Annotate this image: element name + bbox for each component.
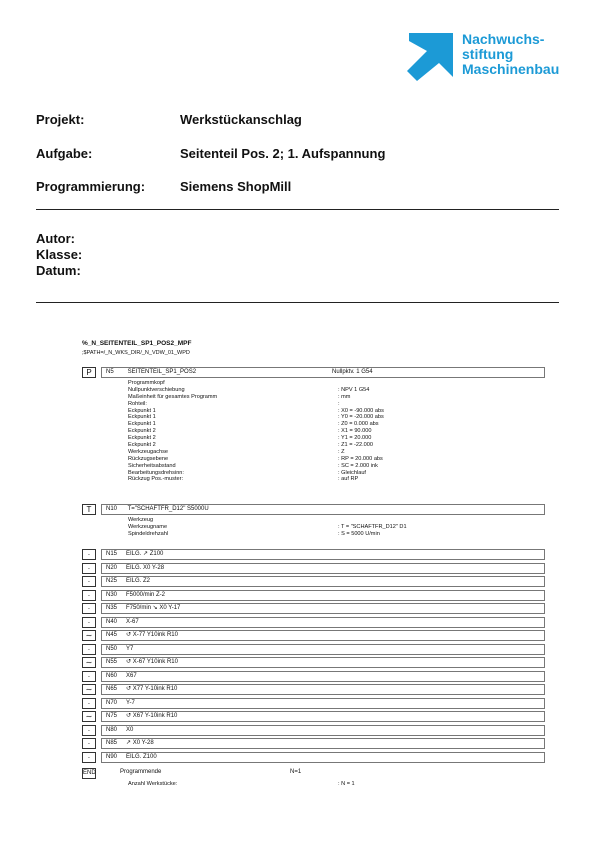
block-number: N10 xyxy=(106,506,118,512)
detail-value: : X0 = -90.000 abs xyxy=(338,407,384,414)
program-block-row[interactable] xyxy=(82,711,545,722)
block-text: X67 xyxy=(126,672,137,679)
detail-key: Werkzeug xyxy=(128,517,154,523)
block-box xyxy=(101,752,545,763)
block-symbol: · xyxy=(82,698,96,709)
detail-value: : Y0 = -20.000 abs xyxy=(338,414,384,421)
detail-key: Eckpunkt 1 xyxy=(128,414,156,421)
block-text: EILG. Z100 xyxy=(126,753,157,760)
block-text: EILG. Z2 xyxy=(126,578,151,584)
program-end-symbol: END xyxy=(82,768,96,779)
block-symbol: ∼ xyxy=(82,657,96,668)
block-text: F750/min ↘ X0 Y-17 xyxy=(126,605,181,611)
block-symbol: · xyxy=(82,590,96,601)
program-block-row[interactable] xyxy=(82,563,545,574)
program-end-label: Programmende xyxy=(120,769,162,775)
program-block-row[interactable] xyxy=(82,617,545,628)
block-text: Y-7 xyxy=(126,699,135,706)
block-box xyxy=(101,738,545,749)
block-number: N20 xyxy=(106,564,118,571)
block-number: N45 xyxy=(106,632,118,638)
block-box xyxy=(101,563,545,574)
program-end-row[interactable] xyxy=(82,768,545,779)
detail-value: : mm xyxy=(338,393,351,400)
program-header-symbol: P xyxy=(82,367,96,378)
program-block-row[interactable] xyxy=(82,752,545,763)
program-header-box xyxy=(101,367,545,378)
detail-key: Rückzugsebene xyxy=(128,455,169,462)
detail-value: : Z0 = 0.000 abs xyxy=(338,421,379,428)
detail-value: : Y1 = 20.000 xyxy=(338,435,372,442)
block-number: N30 xyxy=(106,591,118,598)
block-number: N35 xyxy=(106,605,118,611)
program-end-value: N=1 xyxy=(290,769,302,775)
block-number: N40 xyxy=(106,618,118,625)
logo-line-1: Nachwuchs- xyxy=(462,31,545,47)
block-number: N90 xyxy=(106,753,118,760)
program-block-row[interactable] xyxy=(82,590,545,601)
detail-key: Werkzeugname xyxy=(128,523,168,530)
block-number: N5 xyxy=(106,369,114,375)
block-number: N75 xyxy=(106,713,118,719)
programming-label: Programmierung: xyxy=(36,179,146,194)
block-number: N65 xyxy=(106,686,118,692)
program-block-row[interactable] xyxy=(82,576,545,587)
block-symbol: · xyxy=(82,671,96,682)
block-box xyxy=(101,549,545,560)
program-block-row[interactable] xyxy=(82,738,545,749)
block-text: ↺ X-77 Y10ink R10 xyxy=(126,632,178,638)
divider-bottom xyxy=(36,302,559,303)
program-block-row[interactable] xyxy=(82,630,545,641)
tool-row[interactable] xyxy=(82,504,545,515)
detail-value: : Gleichlauf xyxy=(338,469,366,476)
block-text: X-67 xyxy=(126,618,139,625)
block-symbol: · xyxy=(82,752,96,763)
program-header-row[interactable] xyxy=(82,367,545,378)
detail-key: Rohteil: xyxy=(128,400,147,407)
logo-line-2: stiftung xyxy=(462,46,514,62)
detail-value: : xyxy=(338,400,340,407)
block-symbol: ∼ xyxy=(82,630,96,641)
detail-key: Eckpunkt 2 xyxy=(128,435,156,442)
block-box xyxy=(101,630,545,641)
detail-key: Maßeinheit für gesamtes Programm xyxy=(128,393,218,400)
block-extra: Nullpktv. 1 G54 xyxy=(332,369,373,375)
class-label: Klasse: xyxy=(36,247,83,262)
block-symbol: · xyxy=(82,738,96,749)
block-text: ↺ X-67 Y10ink R10 xyxy=(126,659,178,665)
block-box xyxy=(101,576,545,587)
block-number: N80 xyxy=(106,726,118,733)
detail-key: Nullpunktverschiebung xyxy=(128,386,185,393)
program-block-row[interactable] xyxy=(82,725,545,736)
block-box xyxy=(101,671,545,682)
block-text: ↺ X67 Y-10ink R10 xyxy=(126,713,178,719)
detail-value: : Z xyxy=(338,448,345,455)
tool-symbol: T xyxy=(82,504,96,515)
programming-value: Siemens ShopMill xyxy=(180,179,292,194)
program-path: ;$PATH=/_N_WKS_DIR/_N_VDW_01_WPD xyxy=(82,350,190,356)
block-box xyxy=(101,684,545,695)
program-block-row[interactable] xyxy=(82,644,545,655)
block-text: EILG. X0 Y-28 xyxy=(126,564,165,571)
block-box xyxy=(101,657,545,668)
program-block-row[interactable] xyxy=(82,671,545,682)
block-number: N85 xyxy=(106,740,118,746)
detail-key: Eckpunkt 2 xyxy=(128,428,156,435)
block-text: EILG. ↗ Z100 xyxy=(126,551,164,557)
block-text: X0 xyxy=(126,726,134,733)
block-text: T="SCHAFTFR_D12" S5000U xyxy=(127,506,209,512)
detail-key: Sicherheitsabstand xyxy=(128,462,176,469)
date-label: Datum: xyxy=(36,263,81,278)
block-symbol: · xyxy=(82,563,96,574)
program-block-row[interactable] xyxy=(82,657,545,668)
detail-value: : auf RP xyxy=(338,476,359,483)
program-title: %_N_SEITENTEIL_SP1_POS2_MPF xyxy=(82,340,192,347)
block-text: ↺ X77 Y-10ink R10 xyxy=(126,686,178,692)
block-number: N55 xyxy=(106,659,118,665)
block-number: N50 xyxy=(106,645,118,652)
author-label: Autor: xyxy=(36,231,75,246)
block-box xyxy=(101,711,545,722)
logo-text xyxy=(462,32,559,77)
block-text: F5000/min Z-2 xyxy=(126,591,166,598)
detail-value: : NPV 1 G54 xyxy=(338,386,370,393)
detail-value: : Z1 = -22.000 xyxy=(338,442,373,449)
block-symbol: · xyxy=(82,725,96,736)
block-text: SEITENTEIL_SP1_POS2 xyxy=(127,369,197,375)
block-text: ↗ X0 Y-28 xyxy=(126,740,154,746)
detail-key: Eckpunkt 2 xyxy=(128,442,156,449)
block-number: N25 xyxy=(106,578,118,584)
tool-box xyxy=(101,504,545,515)
program-block-row[interactable] xyxy=(82,603,545,614)
block-symbol: · xyxy=(82,644,96,655)
block-box xyxy=(101,644,545,655)
block-box xyxy=(101,590,545,601)
block-symbol: · xyxy=(82,576,96,587)
detail-key: Rückzug Pos.-muster: xyxy=(128,476,184,483)
block-box xyxy=(101,603,545,614)
block-number: N70 xyxy=(106,699,118,706)
divider-top xyxy=(36,209,559,210)
block-box xyxy=(101,698,545,709)
block-number: N60 xyxy=(106,672,118,679)
program-block-row[interactable] xyxy=(82,698,545,709)
task-value: Seitenteil Pos. 2; 1. Aufspannung xyxy=(180,146,386,161)
detail-key: Spindeldrehzahl xyxy=(128,530,169,537)
detail-key: Bearbeitungsdrehsinn: xyxy=(128,469,184,476)
block-symbol: ∼ xyxy=(82,684,96,695)
logo-arrow-icon xyxy=(405,33,457,81)
detail-value: : T = "SCHAFTFR_D12" D1 xyxy=(338,523,407,530)
detail-key: Programmkopf xyxy=(128,380,165,386)
project-value: Werkstückanschlag xyxy=(180,112,302,127)
block-symbol: · xyxy=(82,603,96,614)
detail-key: Eckpunkt 1 xyxy=(128,421,156,428)
block-number: N15 xyxy=(106,551,118,557)
workpiece-count-value: : N = 1 xyxy=(338,781,355,787)
detail-value: : RP = 20.000 abs xyxy=(338,455,383,462)
program-block-row[interactable] xyxy=(82,684,545,695)
program-block-row[interactable] xyxy=(82,549,545,560)
detail-key: Eckpunkt 1 xyxy=(128,407,156,414)
project-label: Projekt: xyxy=(36,112,85,127)
task-label: Aufgabe: xyxy=(36,146,93,161)
workpiece-count xyxy=(128,781,355,787)
detail-key: Werkzeugachse xyxy=(128,448,169,455)
detail-value: : X1 = 90.000 xyxy=(338,428,372,435)
detail-value: : S = 5000 U/min xyxy=(338,530,380,537)
block-symbol: · xyxy=(82,617,96,628)
block-symbol: ∼ xyxy=(82,711,96,722)
block-box xyxy=(101,617,545,628)
detail-value: : SC = 2.000 ink xyxy=(338,462,378,469)
block-box xyxy=(101,725,545,736)
logo-line-3: Maschinenbau xyxy=(462,61,560,77)
workpiece-count-label: Anzahl Werkstücke: xyxy=(128,781,178,787)
block-symbol: · xyxy=(82,549,96,560)
block-text: Y7 xyxy=(126,645,134,652)
